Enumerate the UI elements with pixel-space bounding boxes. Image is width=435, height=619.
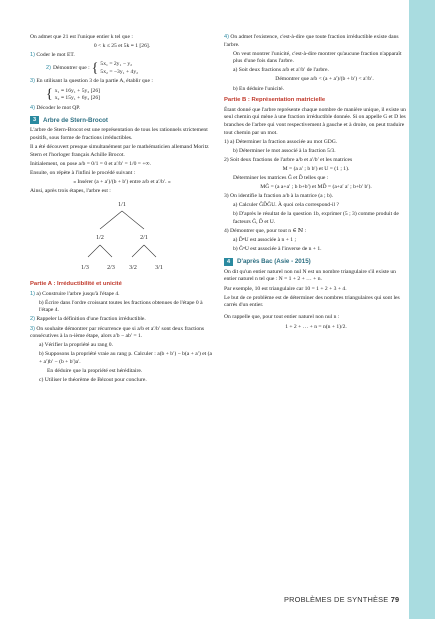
question-b1b: b) Déterminer le mot associé à la fraction 5/3. xyxy=(233,147,336,154)
paragraph-1: L'arbre de Stern-Brocot est une représentation de tous les rationnels strictement positifs, sous forme de fractions irréductibles. xyxy=(30,127,208,141)
paragraph-c1: On dit qu'un entier naturel non nul N est un nombre triangulaire s'il existe un entier naturel n tel que : N = 1 + 2 + … + n. xyxy=(224,268,396,283)
tree-edge xyxy=(100,211,122,229)
side-color-band xyxy=(409,0,435,619)
intro-text: On admet que 21 est l'unique entier k tel que : xyxy=(30,34,133,40)
tree-node-3-1: 3/1 xyxy=(155,265,163,272)
footer-label: PROBLÈMES DE SYNTHÈSE xyxy=(284,595,389,604)
question-b4: 4) Démontrer que, pour tout n ∈ ℕ : xyxy=(224,228,307,235)
tree-node-1-2: 1/2 xyxy=(96,235,104,242)
question-r4b: On veut montrer l'unicité, c'est-à-dire montrer qu'aucune fraction n'apparaît plus d'une fois dans l'arbre. xyxy=(233,50,402,65)
sum-formula: 1 + 2 + … + n = n(n + 1)/2. xyxy=(285,324,347,331)
matrices-g-d: MĜ = (a a+a′ ; b b+b′) et MD̂ = (a+a′ a′ ; b+b′ b′). xyxy=(260,184,372,191)
part-b-heading: Partie B : Représentation matricielle xyxy=(224,97,326,104)
part-a-heading: Partie A : Irréductibilité et unicité xyxy=(30,281,122,288)
tree-edge xyxy=(144,245,156,257)
question-a3b2: En déduire que la propriété est héréditaire. xyxy=(47,368,143,375)
section-4-heading: 4 D'après Bac (Asie - 2015) xyxy=(224,258,408,266)
section-3-heading: 3 Arbre de Stern-Brocot xyxy=(30,116,214,124)
paragraph-4: Ensuite, on répète à l'infini le procédé suivant : xyxy=(30,169,136,176)
question-3: 3) En utilisant la question 3 de la partie A, établir que : xyxy=(30,78,153,85)
question-r4: 4) On admet l'existence, c'est-à-dire que toute fraction irréductible existe dans l'arbre. xyxy=(224,34,399,48)
question-b2: 2) Soit deux fractions de l'arbre a/b et a′/b′ et les matrices xyxy=(224,156,353,163)
question-1: 1) Coder le mot ET. xyxy=(30,52,75,59)
question-r4a: a) Soit deux fractions a/b et a′/b′ de l'arbre. xyxy=(233,67,329,74)
question-b3b: b) D'après le résultat de la question 1b, exprimer (5 ; 3) comme produit de facteurs Ĝ, D̂ et U. xyxy=(233,211,399,225)
matrices-m-u: M = (a a′ ; b b′) et U = (1 ; 1). xyxy=(282,165,350,172)
question-2: 2) Démontrer que : { 5x₁ = 2y₁ − y₂ 5x₂ = −3y₁ + 4y₂ xyxy=(46,60,139,76)
tree-node-1-3: 1/3 xyxy=(81,265,89,272)
tree-edge xyxy=(132,245,144,257)
stern-brocot-tree xyxy=(30,197,214,277)
tree-edge xyxy=(100,245,112,257)
page-footer xyxy=(284,595,399,604)
condition-text: 0 < k ≤ 25 et 5k ≡ 1 [26]. xyxy=(93,43,151,50)
question-a3: 3) On souhaite démontrer par récurrence que si a/b et a′/b′ sont deux fractions consécutives à la n-ième étape, alors a′b − ab′ = 1. xyxy=(30,325,205,340)
tree-edge xyxy=(122,211,144,229)
question-a1b: b) Écrire dans l'ordre croissant toutes les fractions obtenues de l'étape 0 à l'étape 4. xyxy=(39,299,203,314)
left-column xyxy=(30,34,214,386)
tree-node-1-1: 1/1 xyxy=(118,202,126,209)
tree-edge xyxy=(88,245,100,257)
question-r4b2: b) En déduire l'unicité. xyxy=(233,85,285,92)
tree-node-2-3: 2/3 xyxy=(107,265,115,272)
right-column xyxy=(224,34,408,334)
paragraph-c2: Par exemple, 10 est triangulaire car 10 = 1 + 2 + 3 + 4. xyxy=(224,285,347,292)
paragraph-b1: Étant donné que l'arbre représente chaque nombre de manière unique, il existe un seul chemin qui mène à une fraction irréductible donnée. Si on appelle G et D les branches de l'arbre qui vont respectivement à gauche et à droite, on peut traduire tout chemin par un mot. xyxy=(224,106,406,136)
paragraph-2: Il a été découvert presque simultanément par le mathématicien allemand Moritz Stern et l'horloger français Achille Brocot. xyxy=(30,144,209,158)
paragraph-3: Initialement, on pose a/b = 0/1 = 0 et a′/b′ = 1/0 = +∞. xyxy=(30,160,151,167)
paragraph-5: Ainsi, après trois étapes, l'arbre est : xyxy=(30,188,111,194)
tree-node-3-2: 3/2 xyxy=(129,265,137,272)
question-b3a: a) Calculer ĜD̂ĜU. À quoi cela correspond-il ? xyxy=(233,202,339,209)
question-b1a: 1) a) Déterminer la fraction associée au mot GDG. xyxy=(224,138,338,145)
question-a3c: c) Utiliser le théorème de Bézout pour conclure. xyxy=(39,377,147,384)
tree-node-2-1: 2/1 xyxy=(140,235,148,242)
question-a3a: a) Vérifier la propriété au rang 0. xyxy=(39,342,113,349)
question-b3: 3) On identifie la fraction a/b à la matrice (a ; b). xyxy=(224,193,334,200)
question-a1a: 1) a) Construire l'arbre jusqu'à l'étape 4. xyxy=(30,290,120,297)
page-number: 79 xyxy=(390,595,400,604)
question-3-system: { x₁ ≡ 16y₁ + 5y₂ [26] x₂ ≡ 15y₁ + 6y₂ [26] xyxy=(46,87,100,103)
question-a2: 2) Rappeler la définition d'une fraction irréductible. xyxy=(30,316,146,323)
question-a3b: b) Supposons la propriété vraie au rang p. Calculer : a(b + b′) − b(a + a′) et (a + a′)b′ − (b + b′)a′. xyxy=(39,351,212,365)
question-b2d: Déterminer les matrices Ĝ et D̂ telles que : xyxy=(233,175,329,181)
question-b4b: b) ĜⁿU est associée à l'inverse de n + 1. xyxy=(233,246,322,253)
procedure-quote: « Insérer (a + a′)/(b + b′) entre a/b et a′/b′. » xyxy=(73,178,171,185)
paragraph-c4: On rappelle que, pour tout entier naturel non nul n : xyxy=(224,313,340,320)
question-b4a: a) D̂ⁿU est associée à n + 1 ; xyxy=(233,237,297,244)
question-4: 4) Décoder le mot QP. xyxy=(30,104,81,111)
question-r4a2: Démontrer que a/b < (a + a′)/(b + b′) < a′/b′. xyxy=(275,76,374,83)
paragraph-c3: Le but de ce problème est de déterminer des nombres triangulaires qui sont les carrés d'un entier. xyxy=(224,294,400,309)
